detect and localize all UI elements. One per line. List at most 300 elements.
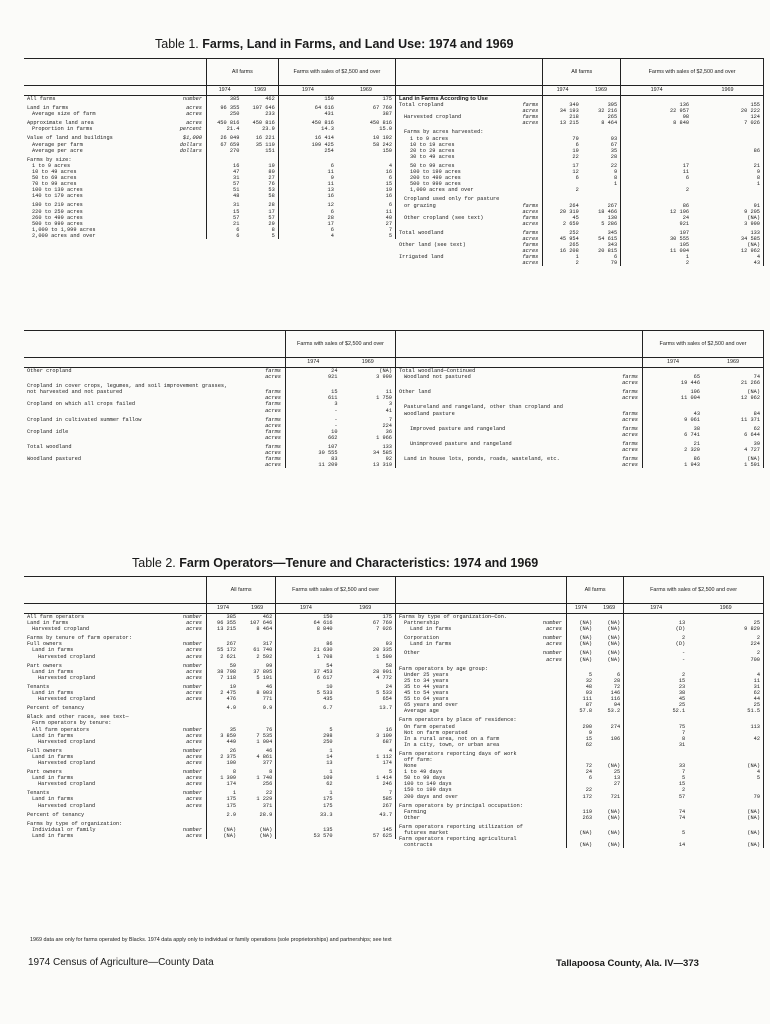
row-unit: [526, 614, 567, 621]
table1-mid-left-body: [24, 368, 396, 469]
row-value: 26 049: [207, 132, 243, 141]
row-value: 5 101: [239, 675, 276, 681]
row-value: 28: [595, 678, 624, 684]
row-value: 1 309: [207, 775, 240, 781]
row-value: 17: [682, 162, 690, 169]
row-value: 14: [678, 842, 686, 849]
row-value: 21 266: [703, 380, 764, 386]
row-value: 1: [207, 787, 240, 796]
footer-source: 1974 Census of Agriculture—County Data: [28, 957, 214, 968]
table-row: [396, 193, 764, 202]
row-value: [566, 663, 595, 672]
row-value: 45: [678, 696, 686, 703]
row-value: 48: [566, 684, 595, 690]
row-label: Improved pasture and rangeland: [410, 425, 506, 432]
row-value: (NA): [595, 809, 624, 815]
row-value: 16 208: [543, 248, 582, 254]
row-value: (NA): [688, 763, 763, 769]
row-value: 11: [341, 389, 396, 395]
row-value: 263: [566, 815, 595, 821]
table-row: [24, 117, 396, 126]
row-label: Other: [404, 650, 420, 657]
row-value: 4: [692, 254, 763, 260]
row-label: Total woodland: [399, 229, 444, 236]
row-value: 16: [207, 163, 243, 169]
row-unit: [502, 96, 543, 103]
row-value: 4 727: [703, 447, 764, 453]
row-value: 91: [692, 203, 763, 209]
row-value: 11: [327, 181, 334, 188]
row-unit: farms: [265, 416, 281, 423]
row-unit: acres: [186, 832, 202, 839]
table-row: [24, 833, 396, 839]
row-value: 662: [286, 435, 341, 441]
row-unit: farms: [622, 374, 638, 381]
row-value: 7: [337, 227, 396, 233]
row-value: 22: [543, 154, 582, 160]
row-value: [688, 800, 763, 809]
table-row: [396, 260, 764, 266]
row-unit: [526, 842, 567, 848]
row-value: 86: [326, 641, 333, 648]
row-value: 7 118: [207, 675, 240, 681]
row-value: [621, 96, 692, 103]
row-value: 17: [543, 160, 582, 169]
row-value: 6: [207, 233, 243, 239]
row-value: 57: [207, 215, 243, 221]
row-unit: [526, 663, 567, 672]
row-value: [688, 748, 763, 757]
row-value: 57.8: [566, 708, 595, 714]
row-value: 22: [239, 787, 276, 796]
header-year: 1969: [242, 86, 278, 96]
row-value: 20 815: [582, 248, 621, 254]
row-unit: [245, 380, 286, 389]
row-value: 31: [207, 199, 243, 208]
table-row: [24, 809, 396, 818]
row-value: 345: [582, 227, 621, 236]
row-value: 6: [595, 672, 624, 678]
row-unit: acres: [186, 674, 202, 681]
row-value: 136: [679, 102, 690, 109]
row-value: 33.3: [319, 811, 333, 818]
row-value: 3 859: [207, 733, 240, 739]
row-label: Average size of farm: [32, 111, 96, 118]
header-all-farms: All farms: [207, 577, 276, 604]
row-value: 39: [703, 438, 764, 447]
row-value: 11 004: [669, 248, 690, 255]
row-value: 1 004: [239, 739, 276, 745]
header-year: 1974: [543, 86, 582, 96]
row-value: 2: [688, 632, 763, 641]
row-value: [621, 193, 692, 202]
table-row: [24, 199, 396, 208]
row-value: [703, 368, 764, 375]
row-value: 6: [330, 226, 334, 233]
row-value: 35 110: [242, 142, 278, 148]
row-value: 771: [239, 696, 276, 702]
row-unit: acres: [186, 653, 202, 660]
row-label: Percent of tenancy: [27, 705, 85, 712]
row-value: 175: [207, 803, 240, 809]
row-label: Cropland used only for pasture: [404, 196, 500, 203]
row-label: Land in house lots, ponds, roads, wasteland, etc.: [404, 456, 560, 463]
row-value: 1: [329, 790, 333, 797]
row-unit: [502, 193, 543, 202]
row-value: 53 570: [313, 832, 333, 839]
row-value: 250: [323, 738, 333, 745]
row-label: Land in farms: [410, 641, 452, 648]
row-value: 11: [688, 678, 763, 684]
row-value: 19: [242, 163, 278, 169]
row-label: Cropland in cover crops, legumes, and soil improvement grasses,: [27, 383, 228, 390]
row-value: [624, 821, 689, 830]
row-value: 450 816: [207, 117, 243, 126]
row-value: 150: [323, 614, 333, 620]
row-unit: farms: [622, 456, 638, 463]
row-unit: acres: [622, 431, 638, 438]
row-value: [624, 714, 689, 723]
row-value: 377: [239, 760, 276, 766]
row-value: [543, 96, 582, 103]
row-value: 21: [207, 221, 243, 227]
row-value: 22: [566, 787, 595, 793]
table-row: [396, 160, 764, 169]
row-value: 99: [239, 660, 276, 669]
row-label: 10 to 19 acres: [410, 141, 455, 148]
row-value: 16: [336, 727, 396, 733]
row-label: Farm operators reporting utilization of: [399, 823, 523, 830]
row-unit: farms: [522, 102, 539, 109]
row-value: 21: [692, 160, 763, 169]
row-label: Farming: [404, 808, 427, 815]
row-value: 9: [692, 169, 763, 175]
row-value: 51: [207, 187, 243, 193]
row-value: 1 966: [341, 435, 396, 441]
row-value: 172: [566, 794, 595, 800]
row-unit: acres: [546, 656, 562, 663]
row-value: 224: [341, 423, 396, 429]
row-unit: acres: [186, 796, 202, 803]
row-value: 256: [239, 781, 276, 787]
row-value: 5 286: [582, 221, 621, 227]
header-year: 1974: [276, 604, 336, 614]
row-value: 53: [242, 187, 278, 193]
row-label: Harvested cropland: [38, 696, 96, 703]
row-value: [239, 632, 276, 641]
row-value: (NA): [566, 647, 595, 656]
row-value: 2: [682, 635, 686, 642]
table1-left: [24, 58, 396, 239]
row-label: Average per acre: [32, 147, 83, 154]
table-row: [396, 227, 764, 236]
row-value: 52.1: [672, 708, 686, 715]
table-row: [24, 154, 396, 163]
row-value: 6.7: [323, 705, 333, 712]
row-value: (NA): [566, 620, 595, 626]
row-value: (NA): [595, 815, 624, 821]
row-value: 75: [678, 723, 686, 730]
row-value: 5: [329, 726, 333, 733]
row-value: 57: [207, 181, 243, 187]
row-value: 38: [643, 423, 704, 432]
row-label: Other cropland (see text): [404, 214, 484, 221]
row-value: 19: [207, 681, 240, 690]
row-unit: number: [182, 747, 202, 754]
row-label: Farms by type of organization:: [27, 820, 123, 827]
row-unit: farms: [265, 456, 281, 463]
table-row: [396, 714, 764, 723]
row-unit: acres: [186, 105, 202, 112]
row-label: 70 to 99 acres: [32, 181, 77, 188]
row-label: All farm operators: [27, 614, 85, 620]
row-label: Not on farm operated: [404, 729, 468, 736]
row-label: 100 to 149 days: [404, 781, 452, 788]
row-value: 16: [337, 193, 396, 199]
row-label: Other land (see text): [399, 242, 466, 249]
row-label: 1,000 to 1,999 acres: [32, 226, 96, 233]
row-unit: number: [542, 620, 562, 627]
row-value: 2: [543, 260, 582, 266]
table-row: [396, 462, 764, 468]
row-value: [643, 368, 704, 375]
row-value: 111: [566, 696, 595, 702]
row-unit: number: [182, 826, 202, 833]
row-value: 76: [242, 181, 278, 187]
row-value: 8: [682, 735, 686, 742]
row-label: Value of land and buildings: [27, 135, 113, 142]
row-value: 21.4: [207, 126, 243, 132]
row-value: 20 319: [543, 209, 582, 215]
row-value: 1: [692, 181, 763, 187]
row-value: 3 990: [692, 221, 763, 227]
row-value: 107 646: [239, 620, 276, 626]
row-label: Cropland idle: [27, 428, 69, 435]
row-value: 9: [582, 169, 621, 175]
row-unit: farms: [522, 254, 539, 261]
row-value: 2 475: [207, 690, 240, 696]
row-value: 86: [692, 148, 763, 154]
row-value: (D): [675, 626, 686, 633]
row-label: Farm operators by place of residence:: [399, 717, 517, 724]
table-row: [396, 632, 764, 641]
row-unit: acres: [522, 108, 539, 115]
row-label: 55 to 64 years: [404, 696, 449, 703]
row-value: 11: [327, 168, 334, 175]
row-unit: farms: [622, 425, 638, 432]
row-value: 22 957: [669, 108, 690, 115]
row-unit: acres: [186, 647, 202, 654]
row-value: 13 215: [543, 120, 582, 126]
row-unit: farms: [522, 214, 539, 221]
row-value: 100: [207, 760, 240, 766]
header-year: 1969: [239, 604, 276, 614]
row-value: 59: [207, 660, 240, 669]
row-unit: acres: [522, 208, 539, 215]
row-value: 8 464: [582, 120, 621, 126]
row-value: 20 222: [692, 108, 763, 114]
row-value: 3 109: [336, 733, 396, 739]
row-value: 32 216: [582, 108, 621, 114]
row-value: 25: [688, 702, 763, 708]
row-unit: [526, 800, 567, 809]
header-sales: Farms with sales of $2,500 and over: [286, 331, 396, 358]
row-value: 13.7: [336, 702, 396, 711]
table-row: [24, 368, 396, 375]
row-value: 31: [207, 175, 243, 181]
row-value: 15: [207, 209, 243, 215]
row-value: 44: [688, 696, 763, 702]
row-label: Part owners: [27, 769, 62, 776]
row-value: 28: [242, 199, 278, 208]
row-unit: acres: [265, 422, 281, 429]
row-label: Farm operators reporting days of work: [399, 750, 517, 757]
row-value: 13 215: [207, 626, 240, 632]
row-value: 7: [341, 414, 396, 423]
row-value: 12: [327, 202, 334, 209]
row-value: 41: [341, 408, 396, 414]
row-value: 611: [286, 395, 341, 401]
row-value: 25: [678, 702, 686, 709]
row-value: 8 840: [673, 120, 690, 127]
row-value: 5: [242, 233, 278, 239]
row-value: 96 355: [207, 620, 240, 626]
row-value: 265: [543, 242, 582, 248]
row-value: 3: [341, 401, 396, 407]
row-unit: acres: [186, 696, 202, 703]
row-value: 6: [337, 175, 396, 181]
table-row: [24, 441, 396, 450]
row-value: 371: [239, 803, 276, 809]
row-label: Land in Farms According to Use: [399, 96, 489, 102]
row-value: [688, 614, 763, 621]
row-value: 46: [239, 745, 276, 754]
row-value: 57: [678, 793, 686, 800]
table1-mid-right-body: [396, 368, 764, 469]
row-label: Harvested cropland: [38, 674, 96, 681]
row-unit: farms: [522, 242, 539, 249]
row-value: 450 816: [242, 117, 278, 126]
table-row: [24, 96, 396, 103]
row-value: 62: [326, 781, 333, 788]
table1-right-body: [396, 96, 764, 267]
row-value: 23.9: [242, 126, 278, 132]
row-value: 6: [685, 175, 690, 182]
row-label: Harvested cropland: [38, 802, 96, 809]
row-value: 20 335: [336, 647, 396, 653]
row-value: 1: [543, 254, 582, 260]
row-value: 34 193: [543, 108, 582, 114]
footnote: 1969 data are only for farms operated by Blacks. 1974 data apply only to individual or family operations (sole proprietorships) and partnerships; see text: [30, 937, 392, 943]
row-value: [336, 818, 396, 827]
table-row: [24, 380, 396, 389]
row-value: [336, 711, 396, 720]
header-year: 1974: [624, 604, 689, 614]
row-value: 79: [543, 136, 582, 142]
table-row: [396, 663, 764, 672]
row-label: Land in farms: [32, 832, 74, 839]
table-row: [24, 233, 396, 239]
table-row: [24, 462, 396, 468]
row-value: 64 616: [313, 620, 333, 627]
row-value: 7: [682, 769, 686, 776]
row-value: 1: [329, 747, 333, 754]
row-value: [582, 193, 621, 202]
row-value: [566, 748, 595, 757]
row-value: 2: [688, 647, 763, 656]
header-year: 1969: [582, 86, 621, 96]
row-value: 267: [207, 641, 240, 647]
row-value: 98: [682, 114, 690, 121]
table-row: [396, 614, 764, 621]
row-unit: [170, 154, 207, 163]
row-value: 233: [242, 111, 278, 117]
row-value: 27: [242, 175, 278, 181]
row-value: (NA): [239, 827, 276, 833]
row-value: 151: [242, 148, 278, 154]
row-value: 687: [336, 739, 396, 745]
row-value: 11 371: [703, 417, 764, 423]
row-label: Part owners: [27, 662, 62, 669]
row-value: -: [682, 656, 686, 663]
row-value: 8: [242, 227, 278, 233]
table2-left: [24, 576, 396, 839]
row-value: 25: [688, 620, 763, 626]
row-label: Land in farms: [27, 620, 69, 627]
table2-left-body: [24, 614, 396, 840]
row-value: 267: [582, 203, 621, 209]
row-label: 45 to 54 years: [404, 690, 449, 697]
row-value: 4: [336, 745, 396, 754]
row-value: 79: [582, 260, 621, 266]
row-value: 96 355: [207, 102, 243, 111]
row-label: Full owners: [27, 747, 62, 754]
row-label: 50 to 99 days: [404, 775, 446, 782]
row-value: 4: [337, 163, 396, 169]
row-label: 200 to 499 acres: [410, 175, 461, 182]
row-label: 220 to 259 acres: [32, 208, 83, 215]
row-value: 18 466: [582, 209, 621, 215]
row-value: (NA): [566, 641, 595, 647]
row-value: 10 192: [337, 132, 396, 141]
row-value: 34 585: [341, 450, 396, 456]
row-unit: number: [542, 650, 562, 657]
row-unit: acres: [186, 732, 202, 739]
row-value: [595, 748, 624, 757]
row-label: Land in farms: [32, 796, 74, 803]
row-unit: acres: [265, 462, 281, 469]
row-value: [239, 818, 276, 827]
row-label: Woodland pastured: [27, 456, 82, 463]
row-value: 12 196: [669, 208, 690, 215]
row-value: 86: [682, 202, 690, 209]
row-unit: [170, 809, 207, 818]
row-label: 1 to 9 acres: [410, 135, 449, 142]
header-all-farms: All farms: [543, 59, 621, 86]
row-value: 67 769: [337, 102, 396, 111]
row-value: 16: [327, 193, 334, 200]
header-sales: Farms with sales of $2,500 and over: [643, 331, 764, 358]
row-value: 94: [595, 702, 624, 708]
row-value: 42: [688, 736, 763, 742]
row-label: contracts: [404, 842, 433, 849]
row-label: 10 to 49 acres: [32, 168, 77, 175]
header-year: 1974: [207, 604, 240, 614]
row-value: 2: [543, 187, 582, 193]
row-value: -: [286, 408, 341, 414]
row-value: 62: [566, 742, 595, 748]
row-unit: number: [182, 96, 202, 102]
